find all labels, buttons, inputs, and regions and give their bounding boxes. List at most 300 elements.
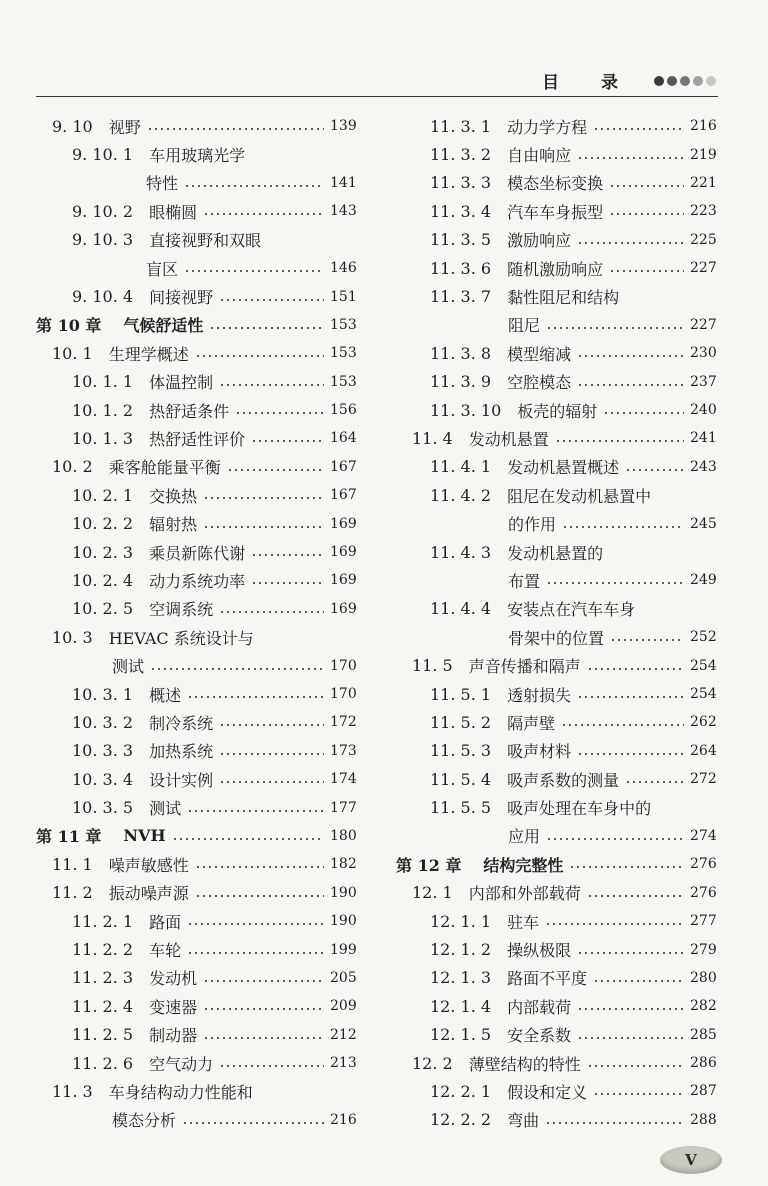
toc-entry — [396, 765, 718, 793]
toc-entry-page: 153 — [330, 345, 357, 362]
toc-entry — [396, 339, 718, 367]
running-header — [36, 62, 718, 97]
toc-entry-page: 177 — [330, 799, 357, 816]
toc-entry-number: 第 10 章 — [36, 316, 102, 336]
toc-entry — [36, 907, 358, 935]
toc-entry-page: 170 — [330, 657, 357, 674]
toc-entry-number: 11. 5. 3 — [430, 741, 492, 761]
toc-entry-title: 板壳的辐射 — [517, 401, 598, 421]
dot-leader — [172, 837, 324, 841]
dot-leader — [227, 468, 324, 472]
toc-entry — [396, 197, 718, 225]
toc-entry — [36, 481, 358, 509]
toc-entry-title: 模态坐标变换 — [507, 174, 604, 194]
toc-entry-page: 252 — [690, 629, 717, 646]
toc-entry-number: 10. 3. 1 — [72, 684, 134, 704]
dot-leader — [209, 326, 324, 330]
toc-entry — [36, 566, 358, 594]
toc-entry — [396, 822, 718, 850]
dot-leader — [546, 837, 684, 841]
toc-entry-title: 黏性阻尼和结构 — [507, 288, 620, 308]
toc-entry-number: 12. 1. 5 — [430, 1025, 492, 1045]
toc-entry-title: 空气动力 — [149, 1054, 214, 1074]
toc-entry-page: 288 — [690, 1111, 717, 1128]
toc-entry-number: 10. 1. 2 — [72, 400, 134, 420]
dot-leader — [593, 127, 684, 131]
toc-entry-number: 10. 3. 3 — [72, 741, 134, 761]
toc-entry-page: 230 — [690, 345, 717, 362]
toc-entry-page: 173 — [330, 742, 357, 759]
toc-entry — [396, 282, 718, 310]
toc-entry-title: 模型缩减 — [507, 344, 572, 364]
toc-entry-page: 141 — [330, 174, 357, 191]
toc-entry-number: 12. 1. 1 — [430, 911, 492, 931]
toc-entry-title: 测试 — [149, 799, 182, 819]
toc-entry — [396, 992, 718, 1020]
toc-entry-number: 10. 3. 4 — [72, 769, 134, 789]
toc-entry-number: 12. 1. 3 — [430, 968, 492, 988]
toc-entry-number: 9. 10. 3 — [72, 230, 134, 250]
toc-entry-page: 254 — [690, 686, 717, 702]
toc-entry-page: 199 — [330, 941, 357, 958]
dot-leader — [184, 184, 324, 188]
toc-entry-title: 直接视野和双眼 — [149, 231, 262, 251]
toc-entry-page: 172 — [330, 714, 357, 731]
toc-entry-number: 10. 2. 1 — [72, 485, 134, 505]
header-dot — [680, 76, 690, 86]
toc-entry-page: 223 — [690, 203, 717, 220]
toc-entry — [36, 850, 358, 878]
toc-entry-page: 243 — [690, 458, 717, 475]
toc-entry — [396, 424, 718, 452]
toc-entry — [396, 140, 718, 168]
dot-leader — [203, 496, 324, 500]
toc-entry-title-continued: 模态分析 — [112, 1111, 177, 1131]
toc-entry-number: 11. 5. 1 — [430, 684, 492, 704]
toc-entry-number: 11. 5. 2 — [430, 712, 492, 732]
toc-entry-number: 12. 2. 2 — [430, 1110, 492, 1130]
toc-right-column — [396, 112, 718, 1134]
toc-entry-number: 11. 4. 4 — [430, 599, 492, 619]
toc-entry-number: 12. 1. 4 — [430, 996, 492, 1016]
toc-entry — [36, 169, 358, 197]
toc-entry — [396, 453, 718, 481]
toc-entry — [396, 1021, 718, 1049]
dot-leader — [219, 1064, 324, 1068]
toc-entry-number: 11. 4. 3 — [430, 542, 492, 562]
toc-entry — [396, 680, 718, 708]
dot-leader — [545, 922, 684, 926]
toc-entry — [396, 396, 718, 424]
toc-entry — [396, 538, 718, 566]
toc-entry-number: 10. 2. 2 — [72, 514, 134, 534]
toc-entry-number: 11. 3. 7 — [430, 287, 492, 307]
toc-entry-page: 254 — [690, 657, 717, 674]
dot-leader — [195, 354, 324, 358]
toc-entry-number: 10. 3 — [52, 627, 93, 647]
toc-entry-title: 动力系统功率 — [149, 571, 246, 591]
dot-leader — [219, 723, 324, 727]
toc-entry — [36, 935, 358, 963]
toc-entry-number: 12. 2 — [412, 1053, 453, 1073]
dot-leader — [610, 638, 684, 642]
dot-leader — [195, 865, 324, 869]
toc-entry-title: 汽车车身振型 — [507, 202, 604, 222]
dot-leader — [235, 411, 324, 415]
toc-entry-number: 10. 2 — [52, 457, 93, 477]
toc-entry-title: 安全系数 — [507, 1026, 572, 1046]
toc-chapter-entry — [396, 850, 718, 878]
dot-leader — [219, 610, 324, 614]
toc-entry — [396, 169, 718, 197]
toc-entry-page: 169 — [330, 572, 357, 589]
toc-entry-title: 操纵极限 — [507, 941, 572, 961]
toc-entry-page: 167 — [330, 487, 357, 504]
toc-entry-title: 视野 — [108, 117, 141, 137]
toc-entry-number: 11. 3. 4 — [430, 201, 492, 221]
dot-leader — [187, 809, 324, 813]
toc-entry-number: 10. 1 — [52, 343, 93, 363]
toc-entry-title-continued: 的作用 — [508, 515, 557, 535]
dot-leader — [150, 667, 324, 671]
toc-chapter-entry — [36, 822, 358, 850]
toc-entry-title-continued: 测试 — [112, 657, 145, 677]
toc-entry-title: 结构完整性 — [483, 855, 564, 875]
toc-entry-page: 221 — [690, 174, 717, 191]
toc-entry — [396, 935, 718, 963]
toc-entry — [36, 623, 358, 651]
toc-entry-page: 143 — [330, 203, 357, 220]
toc-entry — [36, 737, 358, 765]
toc-entry — [396, 1106, 718, 1134]
toc-entry — [36, 254, 358, 282]
toc-entry-page: 277 — [690, 913, 717, 930]
toc-entry — [396, 1077, 718, 1105]
toc-entry-title: 概述 — [149, 685, 182, 705]
dot-leader — [609, 212, 684, 216]
toc-entry-page: 146 — [330, 260, 357, 277]
toc-entry-title: 加热系统 — [149, 742, 214, 762]
toc-entry-page: 274 — [690, 827, 717, 844]
dot-leader — [147, 127, 324, 131]
toc-entry-page: 216 — [690, 118, 717, 135]
toc-entry-title: 变速器 — [149, 997, 198, 1017]
toc-entry-number: 11. 3 — [52, 1081, 93, 1101]
toc-entry-number: 10. 2. 4 — [72, 570, 134, 590]
toc-entry-title: 吸声系数的测量 — [507, 770, 620, 790]
toc-entry-page: 156 — [330, 402, 357, 419]
toc-entry-page: 287 — [690, 1083, 717, 1100]
toc-entry-title-continued: 骨架中的位置 — [508, 628, 605, 648]
toc-entry-number: 11. 4. 1 — [430, 457, 492, 477]
toc-entry-number: 11. 5. 4 — [430, 769, 492, 789]
toc-entry-title: 透射损失 — [507, 685, 572, 705]
toc-entry-page: 169 — [330, 600, 357, 617]
toc-entry — [36, 793, 358, 821]
toc-entry-title: 车轮 — [149, 941, 182, 961]
dot-leader — [203, 212, 324, 216]
toc-entry-title: 热舒适性评价 — [149, 429, 246, 449]
dot-leader — [251, 553, 324, 557]
toc-entry-page: 227 — [690, 260, 717, 277]
toc-entry-number: 11. 3. 2 — [430, 145, 492, 165]
toc-entry — [36, 226, 358, 254]
toc-entry — [36, 396, 358, 424]
toc-entry — [36, 651, 358, 679]
toc-entry-number: 9. 10. 4 — [72, 287, 134, 307]
dot-leader — [251, 581, 324, 585]
page-number-badge — [660, 1146, 722, 1174]
toc-entry-number: 10. 2. 5 — [72, 599, 134, 619]
dot-leader — [577, 1036, 684, 1040]
toc-entry-number: 11. 2. 1 — [72, 911, 134, 931]
toc-entry-title: 路面 — [149, 912, 182, 932]
toc-entry-page: 279 — [690, 941, 717, 958]
toc-entry-title: 制冷系统 — [149, 713, 214, 733]
toc-entry-title: 交换热 — [149, 486, 198, 506]
dot-leader — [555, 439, 684, 443]
toc-entry-title: 热舒适条件 — [149, 401, 230, 421]
toc-entry — [396, 879, 718, 907]
toc-entry-number: 第 11 章 — [36, 827, 102, 847]
toc-entry-title: 间接视野 — [149, 288, 214, 308]
toc-entry — [396, 737, 718, 765]
toc-entry-page: 276 — [690, 884, 717, 901]
toc-entry — [36, 680, 358, 708]
toc-entry — [396, 964, 718, 992]
header-dot — [706, 76, 716, 86]
dot-leader — [577, 752, 684, 756]
toc-entry-number: 11. 2 — [52, 883, 93, 903]
toc-entry-page: 180 — [330, 827, 357, 844]
dot-leader — [577, 354, 684, 358]
toc-entry — [36, 1106, 358, 1134]
dot-leader — [577, 1007, 684, 1011]
toc-entry-number: 11. 4 — [412, 428, 453, 448]
toc-entry — [36, 1049, 358, 1077]
toc-entry-number: 11. 3. 3 — [430, 173, 492, 193]
toc-entry-title: 乘员新陈代谢 — [149, 543, 246, 563]
toc-entry-title: 振动噪声源 — [108, 884, 189, 904]
toc-entry-page: 153 — [330, 316, 357, 333]
toc-entry-number: 12. 1. 2 — [430, 940, 492, 960]
dot-leader — [219, 383, 324, 387]
toc-entry-title: 体温控制 — [149, 373, 214, 393]
toc-entry-title: 车用玻璃光学 — [149, 146, 246, 166]
toc-entry — [396, 481, 718, 509]
dot-leader — [587, 894, 684, 898]
toc-entry-page: 209 — [330, 998, 357, 1015]
dot-leader — [609, 184, 684, 188]
toc-entry-number: 10. 3. 2 — [72, 712, 134, 732]
toc-entry-title-continued: 应用 — [508, 827, 541, 847]
toc-entry-title: 假设和定义 — [507, 1082, 588, 1102]
toc-entry-page: 240 — [690, 402, 717, 419]
toc-entry-page: 164 — [330, 430, 357, 447]
dot-leader — [569, 865, 684, 869]
toc-entry — [36, 992, 358, 1020]
toc-entry-page: 225 — [690, 231, 717, 248]
dot-leader — [593, 1092, 684, 1096]
toc-entry-title-continued: 布置 — [508, 571, 541, 591]
toc-entry — [396, 907, 718, 935]
toc-entry — [36, 1077, 358, 1105]
toc-entry-title: 辐射热 — [149, 515, 198, 535]
toc-entry-title: 自由响应 — [507, 146, 572, 166]
toc-entry-title: 制动器 — [149, 1026, 198, 1046]
toc-entry — [396, 509, 718, 537]
toc-entry-number: 11. 3. 1 — [430, 116, 492, 136]
dot-leader — [182, 1121, 324, 1125]
page-number: V — [685, 1151, 697, 1169]
toc-left-column — [36, 112, 358, 1134]
toc-entry — [396, 793, 718, 821]
toc-entry — [396, 311, 718, 339]
dot-leader — [187, 922, 324, 926]
toc-entry-number: 10. 2. 3 — [72, 542, 134, 562]
toc-entry-number: 9. 10 — [52, 116, 93, 136]
toc-entry-page: 272 — [690, 771, 717, 788]
toc-entry — [36, 1021, 358, 1049]
header-dot — [693, 76, 703, 86]
toc-entry-title: 噪声敏感性 — [108, 855, 189, 875]
toc-entry — [36, 708, 358, 736]
toc-entry-title: 随机激励响应 — [507, 259, 604, 279]
toc-entry-number: 11. 2. 4 — [72, 996, 134, 1016]
toc-entry-page: 216 — [330, 1111, 357, 1128]
header-dot — [654, 76, 664, 86]
toc-entry — [396, 1049, 718, 1077]
toc-entry-title: 内部和外部载荷 — [468, 884, 581, 904]
dot-leader — [251, 439, 324, 443]
toc-entry-number: 11. 2. 6 — [72, 1053, 134, 1073]
toc-entry — [36, 282, 358, 310]
toc-entry-title: 阻尼在发动机悬置中 — [507, 486, 652, 506]
toc-entry-title: 车身结构动力性能和 — [108, 1082, 253, 1102]
toc-entry — [36, 453, 358, 481]
toc-entry-title: 激励响应 — [507, 231, 572, 251]
toc-entry — [36, 339, 358, 367]
toc-entry-title: 隔声壁 — [507, 713, 556, 733]
toc-entry — [36, 197, 358, 225]
dot-leader — [577, 951, 684, 955]
toc-entry-number: 11. 5. 5 — [430, 798, 492, 818]
toc-entry-page: 139 — [330, 118, 357, 135]
toc-entry-title-continued: 盲区 — [146, 259, 179, 279]
toc-entry-title: 设计实例 — [149, 770, 214, 790]
toc-entry-page: 285 — [690, 1026, 717, 1043]
toc-entry-number: 12. 1 — [412, 883, 453, 903]
toc-entry-number: 11. 3. 5 — [430, 230, 492, 250]
toc-entry-number: 9. 10. 2 — [72, 201, 134, 221]
toc-entry-title: 乘客舱能量平衡 — [108, 458, 221, 478]
toc-entry-title: 吸声材料 — [507, 742, 572, 762]
toc-entry — [396, 368, 718, 396]
toc-entry-number: 11. 2. 3 — [72, 968, 134, 988]
header-dots — [654, 76, 716, 86]
toc-entry-page: 169 — [330, 515, 357, 532]
toc-entry-title: 空调系统 — [149, 600, 214, 620]
toc-entry-number: 12. 2. 1 — [430, 1081, 492, 1101]
dot-leader — [609, 269, 684, 273]
dot-leader — [195, 894, 324, 898]
toc-entry-number: 10. 1. 1 — [72, 372, 134, 392]
dot-leader — [593, 979, 684, 983]
toc-entry-title: 气候舒适性 — [123, 316, 204, 336]
toc-entry — [36, 509, 358, 537]
toc-entry-number: 9. 10. 1 — [72, 145, 134, 165]
toc-entry-page: 286 — [690, 1055, 717, 1072]
toc-entry — [36, 595, 358, 623]
header-dot — [667, 76, 677, 86]
toc-entry-page: 282 — [690, 998, 717, 1015]
toc-entry-title: 声音传播和隔声 — [468, 657, 581, 677]
dot-leader — [219, 752, 324, 756]
toc-entry-page: 182 — [330, 856, 357, 873]
toc-entry — [36, 112, 358, 140]
toc-entry-title: 发动机悬置的 — [507, 543, 604, 563]
toc-entry-page: 241 — [690, 430, 717, 447]
dot-leader — [187, 695, 324, 699]
toc-entry-number: 11. 2. 2 — [72, 940, 134, 960]
dot-leader — [203, 1036, 324, 1040]
toc-entry-title: 驻车 — [507, 912, 540, 932]
toc-entry-page: 227 — [690, 316, 717, 333]
toc-entry-title-continued: 阻尼 — [508, 316, 541, 336]
toc-entry-page: 174 — [330, 771, 357, 788]
dot-leader — [562, 525, 684, 529]
toc-entry — [396, 566, 718, 594]
dot-leader — [203, 1007, 324, 1011]
toc-entry — [396, 595, 718, 623]
toc-entry-title-continued: 特性 — [146, 174, 179, 194]
toc-entry-page: 169 — [330, 544, 357, 561]
toc-entry — [36, 765, 358, 793]
dot-leader — [577, 695, 684, 699]
toc-entry-page: 212 — [330, 1026, 357, 1043]
dot-leader — [577, 383, 684, 387]
toc-entry-page: 170 — [330, 686, 357, 702]
toc-entry-title: 薄壁结构的特性 — [468, 1054, 581, 1074]
toc-chapter-entry — [36, 311, 358, 339]
toc-entry — [396, 651, 718, 679]
toc-entry-page: 167 — [330, 458, 357, 475]
toc-entry-page: 276 — [690, 856, 717, 873]
toc-entry-page: 153 — [330, 373, 357, 390]
dot-leader — [203, 979, 324, 983]
toc-entry-page: 190 — [330, 913, 357, 930]
toc-entry-title: 弯曲 — [507, 1111, 540, 1131]
dot-leader — [219, 298, 324, 302]
toc-entry-number: 11. 3. 10 — [430, 400, 502, 420]
toc-entry-page: 219 — [690, 146, 717, 163]
dot-leader — [546, 326, 684, 330]
dot-leader — [577, 241, 684, 245]
dot-leader — [545, 1121, 684, 1125]
toc-entry — [396, 226, 718, 254]
toc-entry-title: 路面不平度 — [507, 969, 588, 989]
dot-leader — [561, 723, 684, 727]
toc-entry-number: 11. 4. 2 — [430, 485, 492, 505]
toc-entry — [36, 424, 358, 452]
toc-entry-title: 动力学方程 — [507, 117, 588, 137]
toc-entry-page: 237 — [690, 373, 717, 390]
toc-entry-title: 发动机悬置 — [468, 429, 549, 449]
toc-entry-title: 发动机悬置概述 — [507, 458, 620, 478]
toc-entry-page: 245 — [690, 515, 717, 532]
toc-entry-number: 第 12 章 — [396, 855, 462, 875]
toc-entry-title: 发动机 — [149, 969, 198, 989]
